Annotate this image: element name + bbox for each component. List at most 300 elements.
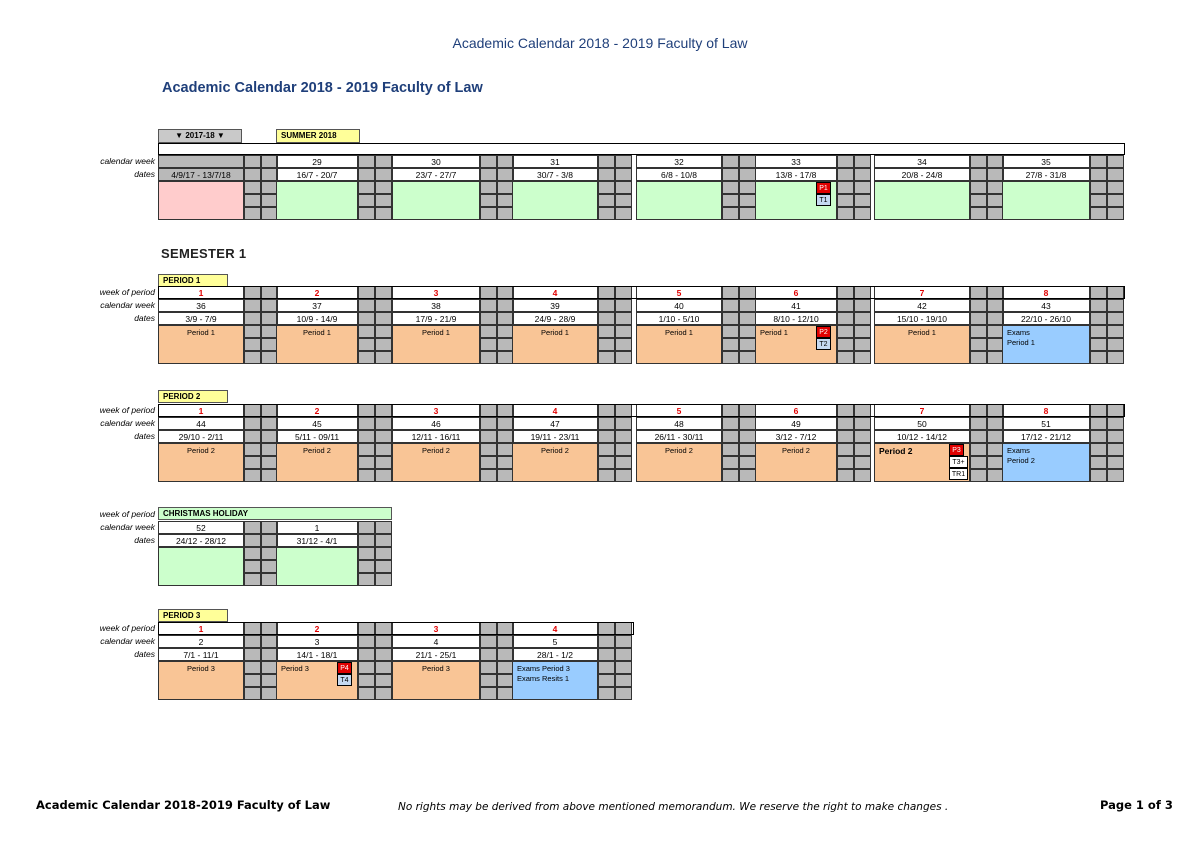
summer-grid-cell (854, 168, 871, 181)
p1-grid-cell (1107, 312, 1124, 325)
p1-week-of-period-cell: 4 (512, 286, 598, 299)
p1-grid-cell (722, 312, 739, 325)
p1-grid-cell (970, 312, 987, 325)
p2-calendar-week-cell: 49 (755, 417, 837, 430)
footer-document-name: Academic Calendar 2018-2019 Faculty of Law (36, 798, 331, 812)
p2-grid-cell (1090, 469, 1107, 482)
page-header-title: Academic Calendar 2018 - 2019 Faculty of Law (452, 35, 748, 51)
p1-grid-cell (358, 299, 375, 312)
summer-grid-cell (722, 168, 739, 181)
p3-grid-cell (480, 687, 497, 700)
p2-period-text: Period 2 (782, 446, 810, 455)
p1-grid-cell (615, 351, 632, 364)
p2-week-body (392, 443, 480, 482)
summer-grid-cell (854, 207, 871, 220)
summer-grid-cell (837, 207, 854, 220)
xmas-grid-cell (375, 534, 392, 547)
p1-period-text: Period 1 (303, 328, 331, 337)
p1-period-text: Period 1 (187, 328, 215, 337)
p2-grid-cell (375, 443, 392, 456)
p2-week-body (512, 443, 598, 482)
p2-calendar-week-cell: 50 (874, 417, 970, 430)
p1-week-body (392, 325, 480, 364)
p2-grid-cell (722, 456, 739, 469)
p1-grid-cell (854, 351, 871, 364)
p1-grid-cell (615, 299, 632, 312)
p1-grid-cell (722, 338, 739, 351)
summer-grid-cell (837, 194, 854, 207)
p1-grid-cell (244, 338, 261, 351)
p2-grid-cell (358, 456, 375, 469)
summer-grid-cell (739, 168, 756, 181)
p1-grid-cell (1090, 299, 1107, 312)
summer-grid-cell (598, 181, 615, 194)
p2-grid-cell (480, 417, 497, 430)
p1-period-text: Period 1 (422, 328, 450, 337)
summer-grid-cell (598, 155, 615, 168)
p1-week-body (1002, 325, 1090, 364)
summer-grid-cell (837, 155, 854, 168)
p1-grid-cell (598, 299, 615, 312)
p3-period-text: Period 3 (422, 664, 450, 673)
p1-grid-cell (970, 351, 987, 364)
p1-calendar-week-cell: 41 (755, 299, 837, 312)
p2-grid-cell (598, 469, 615, 482)
p1-period-text: Period 1 (541, 328, 569, 337)
p1-grid-cell (970, 299, 987, 312)
p2-period-text: Period 2 (541, 446, 569, 455)
p3-exam-text: Exams Resits 1 (517, 674, 570, 683)
summer-grid-cell (375, 207, 392, 220)
summer-prev-body (158, 181, 244, 220)
xmas-grid-cell (375, 573, 392, 586)
p3-calendar-week-cell: 2 (158, 635, 244, 648)
summer-grid-cell (358, 194, 375, 207)
summer-grid-cell (375, 194, 392, 207)
p3-grid-cell (480, 661, 497, 674)
p2-p-badge: P3 (949, 444, 964, 456)
p2-period-text: Period 2 (879, 446, 913, 456)
summer-grid-cell (358, 207, 375, 220)
period-3-tag: PERIOD 3 (158, 609, 228, 622)
p1-period-text: Period 1 (908, 328, 936, 337)
p2-grid-cell (722, 469, 739, 482)
summer-grid-cell (358, 155, 375, 168)
p3-exam-text: Exams Period 3 (517, 664, 570, 673)
p3-outline (158, 622, 634, 635)
p2-grid-cell (598, 430, 615, 443)
p2-week-of-period-cell: 8 (1002, 404, 1090, 417)
footer-page-number: Page 1 of 3 (1100, 798, 1173, 812)
p1-grid-cell (1090, 312, 1107, 325)
summer-dates-label: dates (134, 169, 155, 179)
p2-grid-cell (970, 430, 987, 443)
p2-grid-cell (615, 430, 632, 443)
p3-grid-cell (480, 648, 497, 661)
p2-calendar-week-cell: 51 (1002, 417, 1090, 430)
p3-grid-cell (375, 674, 392, 687)
p2-grid-cell (837, 469, 854, 482)
p2-grid-cell (1107, 417, 1124, 430)
p2-grid-cell (1090, 456, 1107, 469)
p1-grid-cell (615, 325, 632, 338)
summer-t-badge: T1 (816, 194, 831, 206)
summer-grid-cell (739, 194, 756, 207)
p2-calendar-week-cell: 47 (512, 417, 598, 430)
p2-tr-badge: TR1 (949, 468, 968, 480)
p1-week-of-period-cell: 6 (755, 286, 837, 299)
p3-dates-label: dates (134, 649, 155, 659)
p3-grid-cell (615, 635, 632, 648)
xmas-grid-cell (375, 521, 392, 534)
p1-calendar-week-cell: 42 (874, 299, 970, 312)
summer-grid-cell (615, 155, 632, 168)
document-title: Academic Calendar 2018 - 2019 Faculty of Law (162, 80, 483, 96)
summer-week-body (392, 181, 480, 220)
p1-grid-cell (837, 351, 854, 364)
p2-dates-cell: 29/10 - 2/11 (158, 430, 244, 443)
p1-grid-cell (1107, 325, 1124, 338)
p2-grid-cell (970, 456, 987, 469)
xmas-week-body (276, 547, 358, 586)
p2-grid-cell (739, 443, 756, 456)
p2-week-of-period-cell: 5 (636, 404, 722, 417)
p3-period-text: Period 3 (281, 664, 309, 673)
p1-grid-cell (358, 325, 375, 338)
prev-year-tag: ▼ 2017-18 ▼ (158, 129, 242, 143)
p1-grid-cell (480, 338, 497, 351)
p3-grid-cell (598, 648, 615, 661)
p1-grid-cell (244, 299, 261, 312)
p2-dates-cell: 17/12 - 21/12 (1002, 430, 1090, 443)
p1-calendar-week-label: calendar week (100, 300, 155, 310)
summer-grid-cell (480, 194, 497, 207)
p1-grid-cell (375, 338, 392, 351)
p1-grid-cell (598, 325, 615, 338)
summer-grid-cell (358, 168, 375, 181)
summer-grid-cell (970, 155, 987, 168)
p1-grid-cell (739, 312, 756, 325)
summer-week-body (276, 181, 358, 220)
summer-week-body (1002, 181, 1090, 220)
p3-week-of-period-cell: 1 (158, 622, 244, 635)
p1-grid-cell (358, 351, 375, 364)
p1-calendar-week-cell: 38 (392, 299, 480, 312)
p2-grid-cell (722, 430, 739, 443)
p2-grid-cell (244, 469, 261, 482)
summer-grid-cell (615, 168, 632, 181)
christmas-tag: CHRISTMAS HOLIDAY (158, 507, 392, 520)
p2-period-text: Period 2 (187, 446, 215, 455)
summer-grid-cell (1107, 155, 1124, 168)
p1-dates-cell: 8/10 - 12/10 (755, 312, 837, 325)
summer-top-band (158, 143, 1125, 155)
summer-grid-cell (598, 194, 615, 207)
p2-week-body (1002, 443, 1090, 482)
p2-grid-cell (615, 417, 632, 430)
summer-grid-cell (480, 181, 497, 194)
p2-grid-cell (854, 456, 871, 469)
p3-calendar-week-cell: 5 (512, 635, 598, 648)
p3-dates-cell: 14/1 - 18/1 (276, 648, 358, 661)
p3-grid-cell (358, 648, 375, 661)
p1-grid-cell (1107, 338, 1124, 351)
p1-grid-cell (854, 325, 871, 338)
p2-dates-cell: 10/12 - 14/12 (874, 430, 970, 443)
summer-calendar-week-cell: 32 (636, 155, 722, 168)
summer-week-body (874, 181, 970, 220)
summer-prev-grid-cell (244, 181, 261, 194)
footer-disclaimer: No rights may be derived from above mentioned memorandum. We reserve the right to make changes . (398, 801, 949, 813)
p1-period-text: Period 1 (760, 328, 788, 337)
p3-calendar-week-label: calendar week (100, 636, 155, 646)
p2-week-body (276, 443, 358, 482)
p2-week-body (158, 443, 244, 482)
summer-prev-week-cell (158, 155, 244, 168)
p2-grid-cell (375, 469, 392, 482)
summer-grid-cell (854, 181, 871, 194)
p1-grid-cell (837, 338, 854, 351)
p2-grid-cell (480, 443, 497, 456)
p2-grid-cell (739, 469, 756, 482)
xmas-grid-cell (375, 560, 392, 573)
summer-calendar-week-cell: 35 (1002, 155, 1090, 168)
p1-grid-cell (480, 351, 497, 364)
xmas-calendar-week-cell: 52 (158, 521, 244, 534)
p1-grid-cell (1107, 351, 1124, 364)
summer-grid-cell (358, 181, 375, 194)
p3-grid-cell (358, 674, 375, 687)
p3-week-of-period-cell: 2 (276, 622, 358, 635)
p3-grid-cell (375, 661, 392, 674)
p1-week-of-period-cell: 2 (276, 286, 358, 299)
p2-week-of-period-cell: 2 (276, 404, 358, 417)
summer-grid-cell (1090, 181, 1107, 194)
p2-grid-cell (358, 417, 375, 430)
p3-week-body (158, 661, 244, 700)
p2-grid-cell (244, 456, 261, 469)
p2-grid-cell (598, 417, 615, 430)
p1-dates-cell: 10/9 - 14/9 (276, 312, 358, 325)
p1-week-of-period-cell: 7 (874, 286, 970, 299)
p2-dates-cell: 3/12 - 7/12 (755, 430, 837, 443)
p1-grid-cell (244, 312, 261, 325)
summer-grid-cell (854, 194, 871, 207)
p3-grid-cell (358, 661, 375, 674)
p1-grid-cell (480, 325, 497, 338)
p2-grid-cell (722, 417, 739, 430)
p2-dates-label: dates (134, 431, 155, 441)
p2-calendar-week-cell: 48 (636, 417, 722, 430)
summer-dates-cell: 13/8 - 17/8 (755, 168, 837, 181)
p3-week-of-period-cell: 3 (392, 622, 480, 635)
p3-dates-cell: 28/1 - 1/2 (512, 648, 598, 661)
summer-grid-cell (970, 181, 987, 194)
p3-grid-cell (598, 635, 615, 648)
p3-grid-cell (358, 687, 375, 700)
semester-1-heading: SEMESTER 1 (161, 246, 247, 261)
summer-dates-cell: 6/8 - 10/8 (636, 168, 722, 181)
p1-week-of-period-label: week of period (99, 287, 155, 297)
summer-grid-cell (970, 168, 987, 181)
summer-prev-grid-cell (244, 155, 261, 168)
p2-grid-cell (375, 430, 392, 443)
summer-dates-cell: 30/7 - 3/8 (512, 168, 598, 181)
p3-grid-cell (615, 661, 632, 674)
summer-dates-cell: 20/8 - 24/8 (874, 168, 970, 181)
summer-prev-grid-cell (244, 207, 261, 220)
p2-grid-cell (480, 456, 497, 469)
p2-grid-cell (244, 443, 261, 456)
p3-p-badge: P4 (337, 662, 352, 674)
p2-week-of-period-cell: 7 (874, 404, 970, 417)
p3-grid-cell (375, 635, 392, 648)
p1-grid-cell (854, 299, 871, 312)
summer-grid-cell (1107, 181, 1124, 194)
summer-grid-cell (375, 181, 392, 194)
p2-week-of-period-cell: 3 (392, 404, 480, 417)
p1-grid-cell (244, 351, 261, 364)
summer-grid-cell (837, 168, 854, 181)
p1-grid-cell (375, 299, 392, 312)
summer-grid-cell (1107, 168, 1124, 181)
p3-dates-cell: 21/1 - 25/1 (392, 648, 480, 661)
p2-grid-cell (615, 456, 632, 469)
p1-calendar-week-cell: 37 (276, 299, 358, 312)
p2-grid-cell (1090, 417, 1107, 430)
summer-grid-cell (722, 181, 739, 194)
p3-week-body (392, 661, 480, 700)
p2-outline (158, 404, 1125, 417)
p3-grid-cell (598, 687, 615, 700)
p1-dates-label: dates (134, 313, 155, 323)
p2-week-of-period-label: week of period (99, 405, 155, 415)
p3-grid-cell (375, 687, 392, 700)
period-2-tag: PERIOD 2 (158, 390, 228, 403)
p3-period-text: Period 3 (187, 664, 215, 673)
xmas-grid-cell (358, 521, 375, 534)
p2-exam-text: Period 2 (1007, 456, 1035, 465)
p3-calendar-week-cell: 4 (392, 635, 480, 648)
p1-dates-cell: 24/9 - 28/9 (512, 312, 598, 325)
p2-grid-cell (598, 443, 615, 456)
p2-grid-cell (1107, 456, 1124, 469)
p1-week-body (512, 325, 598, 364)
p1-exam-text: Exams (1007, 328, 1030, 337)
summer-calendar-week-cell: 30 (392, 155, 480, 168)
p3-grid-cell (244, 635, 261, 648)
p2-grid-cell (375, 417, 392, 430)
p2-grid-cell (358, 469, 375, 482)
summer-calendar-week-cell: 34 (874, 155, 970, 168)
summer-grid-cell (598, 207, 615, 220)
summer-grid-cell (598, 168, 615, 181)
xmas-dates-label: dates (134, 535, 155, 545)
xmas-grid-cell (244, 521, 261, 534)
summer-week-body (512, 181, 598, 220)
p1-grid-cell (480, 312, 497, 325)
p1-week-body (636, 325, 722, 364)
summer-calendar-week-cell: 29 (276, 155, 358, 168)
p2-week-of-period-cell: 1 (158, 404, 244, 417)
summer-dates-cell: 16/7 - 20/7 (276, 168, 358, 181)
p2-grid-cell (375, 456, 392, 469)
p2-grid-cell (615, 469, 632, 482)
p2-period-text: Period 2 (665, 446, 693, 455)
p1-grid-cell (244, 325, 261, 338)
p2-exam-text: Exams (1007, 446, 1030, 455)
p1-grid-cell (739, 338, 756, 351)
p1-week-body (276, 325, 358, 364)
p2-grid-cell (1090, 430, 1107, 443)
p1-grid-cell (1107, 299, 1124, 312)
p1-grid-cell (358, 312, 375, 325)
p2-grid-cell (739, 430, 756, 443)
p2-week-of-period-cell: 6 (755, 404, 837, 417)
p2-grid-cell (970, 417, 987, 430)
summer-grid-cell (970, 194, 987, 207)
p1-grid-cell (722, 351, 739, 364)
p1-grid-cell (739, 351, 756, 364)
p1-p-badge: P2 (816, 326, 831, 338)
p2-grid-cell (837, 443, 854, 456)
p1-grid-cell (598, 338, 615, 351)
p1-week-of-period-cell: 5 (636, 286, 722, 299)
p2-period-text: Period 2 (422, 446, 450, 455)
p3-calendar-week-cell: 3 (276, 635, 358, 648)
summer-grid-cell (739, 207, 756, 220)
summer-grid-cell (837, 181, 854, 194)
summer-prev-dates-cell: 4/9/17 - 13/7/18 (158, 168, 244, 181)
p2-grid-cell (358, 430, 375, 443)
p3-t-badge: T4 (337, 674, 352, 686)
summer-grid-cell (1090, 168, 1107, 181)
p2-dates-cell: 19/11 - 23/11 (512, 430, 598, 443)
p2-week-of-period-cell: 4 (512, 404, 598, 417)
p3-grid-cell (244, 687, 261, 700)
p2-dates-cell: 12/11 - 16/11 (392, 430, 480, 443)
p2-dates-cell: 5/11 - 09/11 (276, 430, 358, 443)
p2-period-text: Period 2 (303, 446, 331, 455)
p2-dates-cell: 26/11 - 30/11 (636, 430, 722, 443)
p1-grid-cell (480, 299, 497, 312)
p2-grid-cell (615, 443, 632, 456)
summer-grid-cell (1090, 194, 1107, 207)
summer-calendar-week-cell: 33 (755, 155, 837, 168)
summer-calendar-week-cell: 31 (512, 155, 598, 168)
p2-t-badge: T3+ (949, 456, 968, 468)
p2-grid-cell (1107, 443, 1124, 456)
p3-grid-cell (358, 635, 375, 648)
xmas-week-body (158, 547, 244, 586)
summer-grid-cell (480, 168, 497, 181)
p1-grid-cell (1090, 325, 1107, 338)
p3-grid-cell (598, 661, 615, 674)
p1-grid-cell (837, 312, 854, 325)
summer-grid-cell (722, 207, 739, 220)
p1-period-text: Period 1 (665, 328, 693, 337)
xmas-week-of-period-label: week of period (99, 509, 155, 519)
p2-grid-cell (837, 417, 854, 430)
p3-grid-cell (598, 674, 615, 687)
p2-calendar-week-cell: 46 (392, 417, 480, 430)
summer-calendar-week-label: calendar week (100, 156, 155, 166)
p1-grid-cell (598, 351, 615, 364)
summer-grid-cell (615, 194, 632, 207)
summer-grid-cell (375, 168, 392, 181)
p3-grid-cell (615, 687, 632, 700)
p2-grid-cell (970, 469, 987, 482)
